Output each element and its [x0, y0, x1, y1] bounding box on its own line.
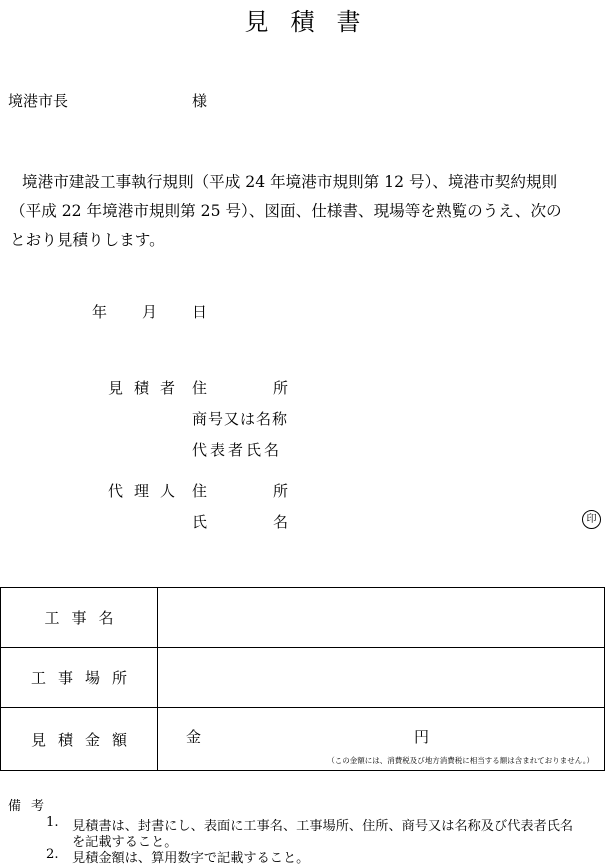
note-1-number: 1.: [46, 815, 59, 830]
seal-mark: 印: [582, 510, 601, 529]
note-1-line-2: を記載すること。: [72, 835, 178, 850]
estimator-address-label-b: 所: [273, 379, 289, 397]
tax-note: （この金額には、消費税及び地方消費税に相当する額は含まれておりません。）: [327, 756, 594, 765]
amount-prefix: 金: [186, 728, 202, 746]
estimator-address-label-a: 住: [192, 379, 208, 397]
addressee-honorific: 様: [192, 92, 208, 110]
estimator-representative-label: 代表者氏名: [192, 441, 283, 459]
date-month-label: 月: [142, 303, 158, 321]
agent-name-label-a: 氏: [192, 513, 208, 531]
body-text-line-1: 境港市建設工事執行規則（平成 24 年境港市規則第 12 号）、境港市契約規則: [22, 173, 558, 191]
table-row-estimate-amount: [1, 708, 605, 771]
note-2-line-1: 見積金額は、算用数字で記載すること。: [72, 851, 310, 866]
agent-role-label: 代理人: [108, 482, 187, 500]
document-title: 見積書: [244, 8, 383, 36]
project-name-field[interactable]: [158, 588, 605, 648]
estimate-table: [0, 587, 605, 771]
estimate-amount-header: 見積金額: [1, 708, 158, 771]
note-1-line-1: 見積書は、封書にし、表面に工事名、工事場所、住所、商号又は名称及び代表者氏名: [72, 819, 574, 834]
table-row-project-name: [1, 588, 605, 648]
notes-heading: 備考: [8, 799, 55, 814]
body-text-line-2: （平成 22 年境港市規則第 25 号）、図面、仕様書、現場等を熟覧のうえ、次の: [10, 202, 562, 220]
project-location-header: 工事場所: [1, 648, 158, 708]
table-row-project-location: [1, 648, 605, 708]
project-location-field[interactable]: [158, 648, 605, 708]
agent-address-label-b: 所: [273, 482, 289, 500]
agent-address-label-a: 住: [192, 482, 208, 500]
addressee: 境港市長: [8, 92, 69, 110]
amount-suffix: 円: [414, 728, 430, 746]
body-text-line-3: とおり見積りします。: [10, 231, 165, 249]
project-name-header: 工事名: [1, 588, 158, 648]
date-year-label: 年: [92, 303, 108, 321]
estimator-role-label: 見積者: [108, 379, 187, 397]
date-day-label: 日: [192, 303, 208, 321]
note-2-number: 2.: [46, 847, 59, 862]
estimate-amount-field[interactable]: [158, 708, 605, 771]
agent-name-label-b: 名: [273, 513, 289, 531]
estimator-trade-name-label: 商号又は名称: [192, 410, 289, 428]
